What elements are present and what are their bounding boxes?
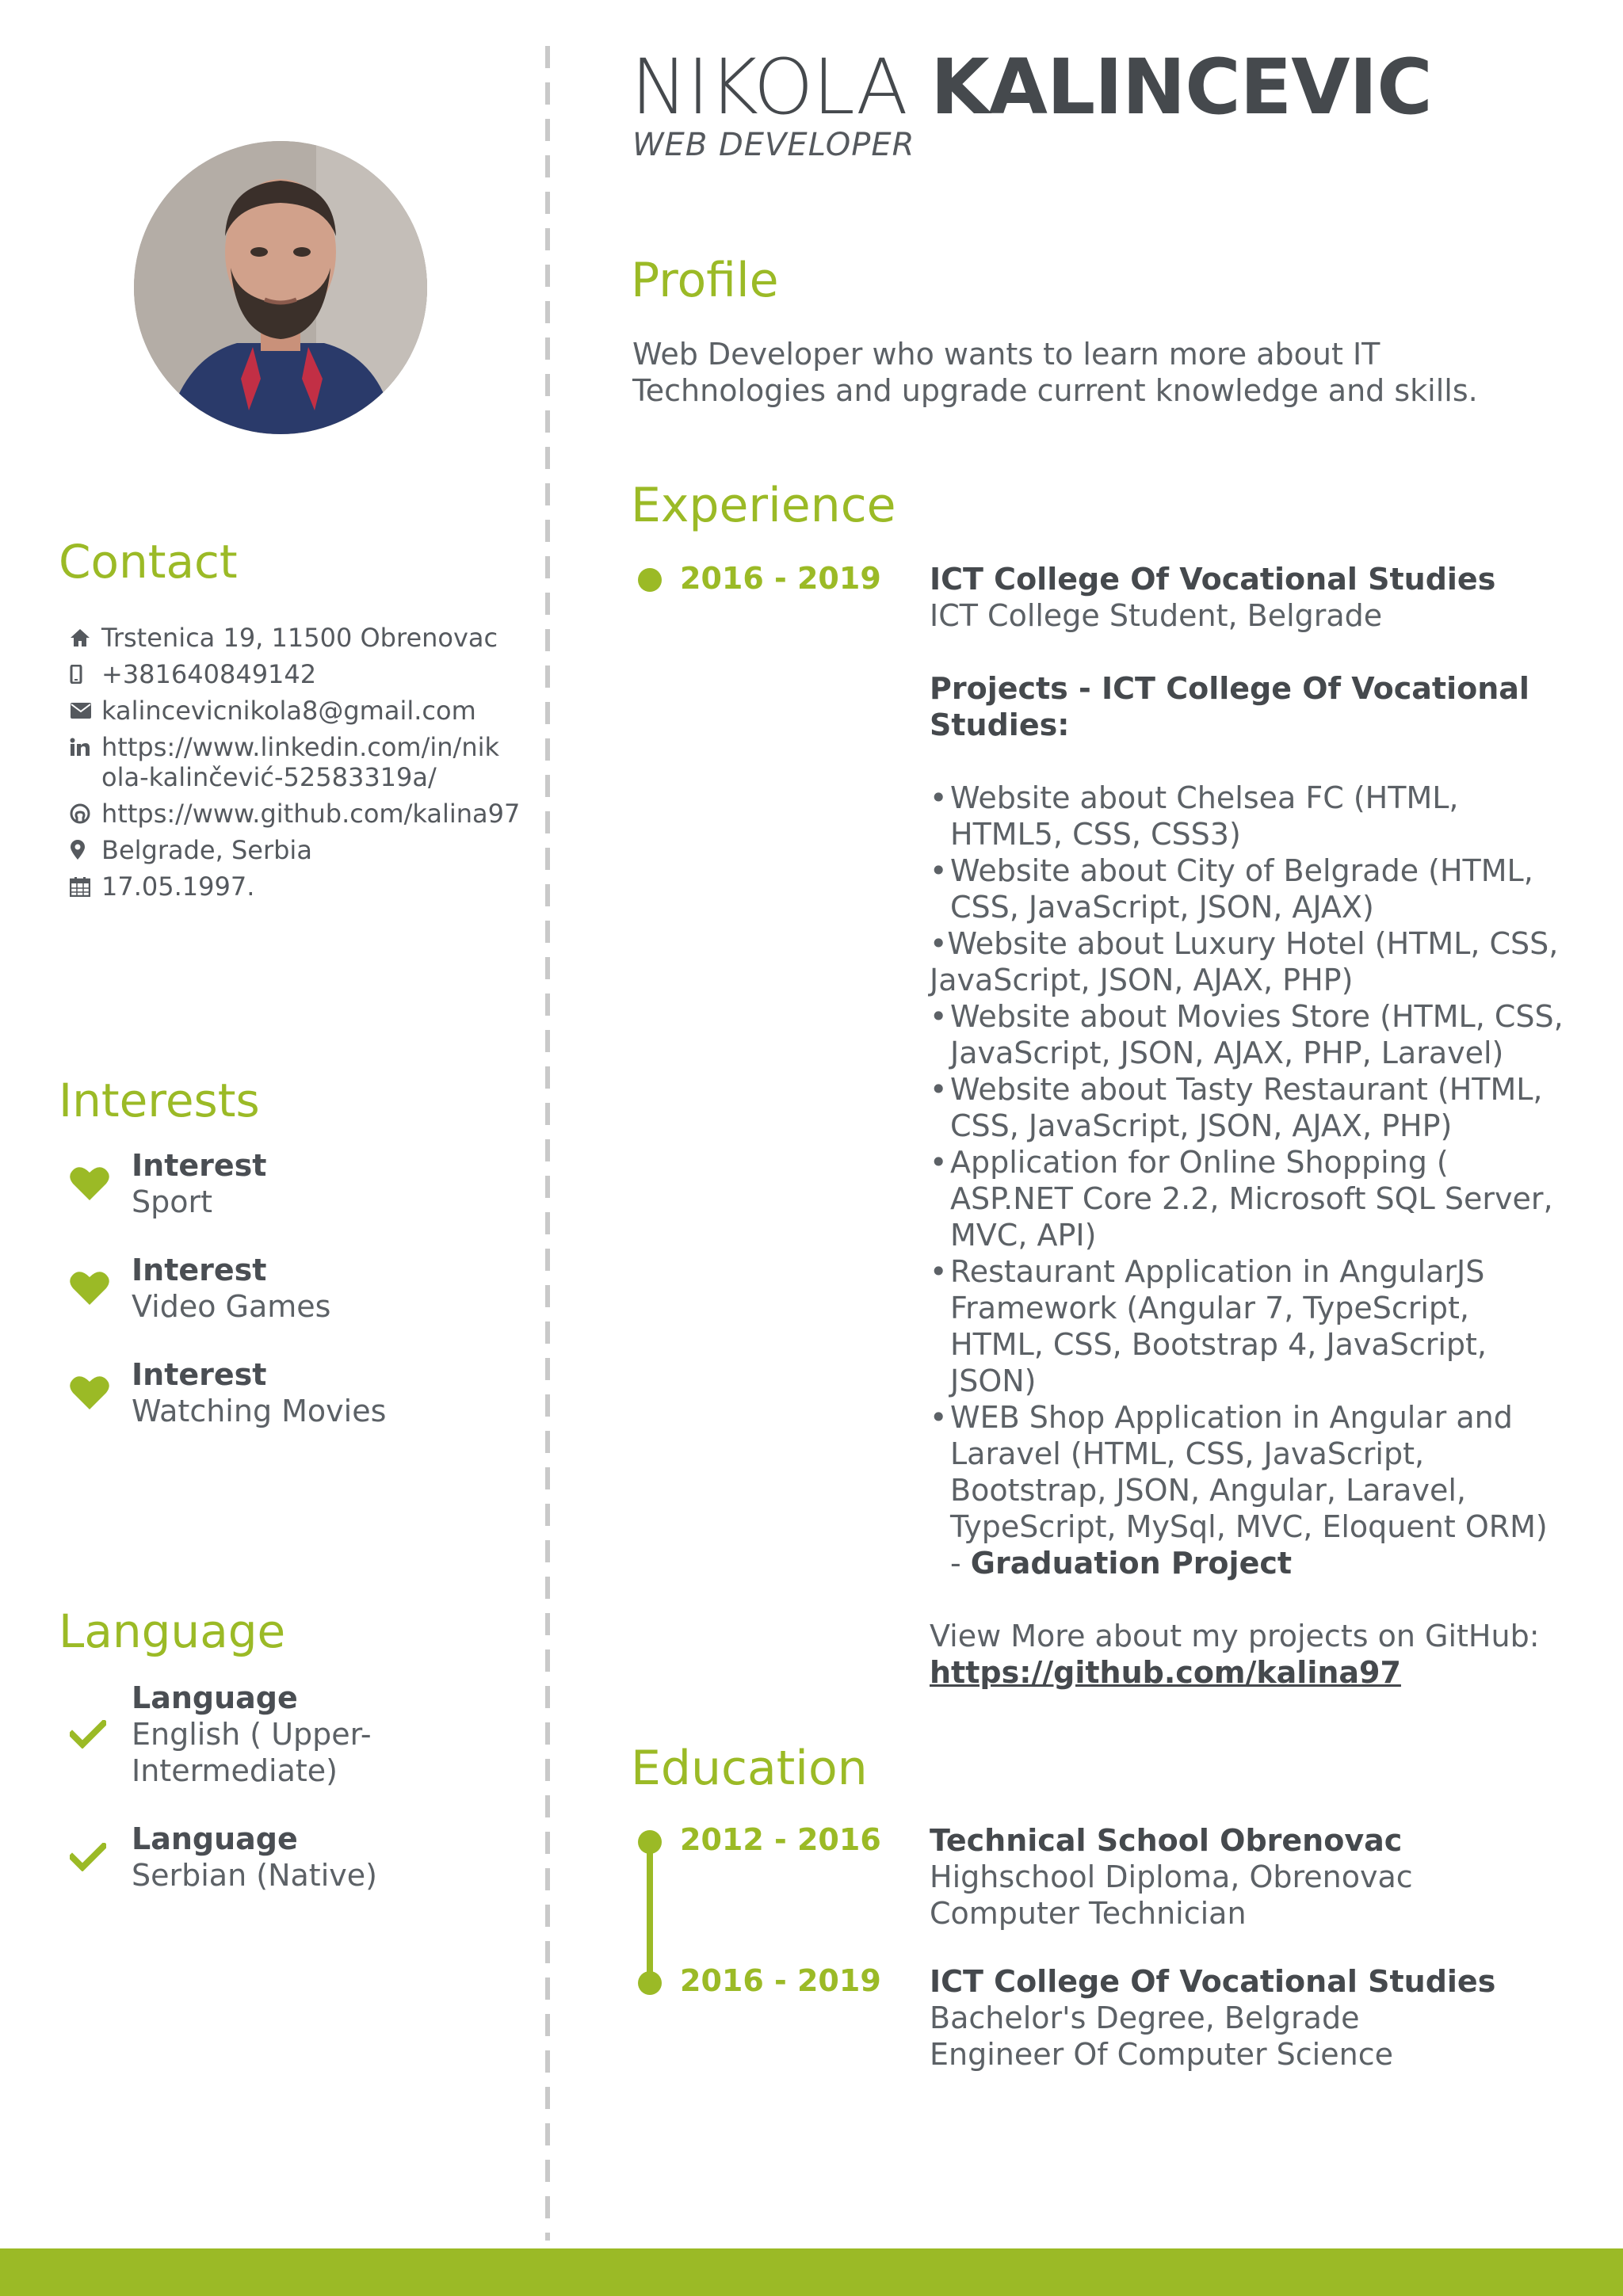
column-divider [545, 46, 550, 2241]
envelope-icon [70, 692, 101, 729]
job-title: WEB DEVELOPER [632, 127, 915, 163]
interest-title: Interest [132, 1357, 267, 1392]
linkedin-icon [70, 729, 101, 765]
project-item: • Website about Movies Store (HTML, CSS, JavaScript, JSON, AJAX, PHP, Laravel) [930, 998, 1564, 1071]
language-title: Language [132, 1821, 298, 1856]
github-more-text: View More about my projects on GitHub: [930, 1619, 1540, 1653]
projects-list [930, 780, 1564, 1581]
experience-organization: ICT College Of Vocational Studies [930, 562, 1496, 597]
profile-photo-illustration [134, 141, 427, 434]
contact-github[interactable]: https://www.github.com/kalina97 [70, 795, 514, 832]
project-item: • Website about Tasty Restaurant (HTML, CSS, JavaScript, JSON, AJAX, PHP) [930, 1071, 1564, 1144]
home-icon [70, 620, 101, 656]
contact-heading: Contact [59, 535, 238, 589]
experience-subtitle: ICT College Student, Belgrade [930, 598, 1383, 633]
contact-linkedin[interactable]: https://www.linkedin.com/in/nikola-kalinčević-52583319a/ [70, 729, 514, 795]
language-item [70, 1821, 377, 1894]
contact-location: Belgrade, Serbia [70, 832, 514, 868]
education-timeline-line [647, 1840, 653, 1982]
project-item: • Website about Chelsea FC (HTML, HTML5, CSS, CSS3) [930, 780, 1564, 852]
education-degree: Highschool Diploma, Obrenovac [930, 1859, 1413, 1894]
check-icon [70, 1680, 132, 1789]
projects-heading: Projects - ICT College Of Vocational Studies: [930, 671, 1529, 742]
interest-title: Interest [132, 1148, 267, 1183]
experience-entry [930, 561, 1564, 1691]
interest-item [70, 1147, 266, 1220]
education-period: 2016 - 2019 [680, 1963, 881, 1998]
project-item: • Restaurant Application in AngularJS Framework (Angular 7, TypeScript, HTML, CSS, Bootstrap 4, JavaScript, JSON) [930, 1253, 1564, 1399]
footer-bar [0, 2248, 1623, 2296]
education-school: ICT College Of Vocational Studies [930, 1964, 1496, 1999]
education-field: Computer Technician [930, 1896, 1247, 1931]
language-value-continued: Intermediate) [132, 1753, 338, 1788]
interest-item [70, 1356, 386, 1429]
spacer [930, 634, 1564, 670]
timeline-dot [638, 1830, 662, 1854]
education-field: Engineer Of Computer Science [930, 2037, 1393, 2072]
github-icon [70, 795, 101, 832]
education-school: Technical School Obrenovac [930, 1823, 1403, 1858]
language-heading: Language [59, 1604, 286, 1658]
mobile-icon [70, 656, 101, 692]
contact-phone: +381640849142 [70, 656, 514, 692]
language-item [70, 1680, 372, 1789]
check-icon [70, 1821, 132, 1894]
profile-photo [134, 141, 427, 434]
experience-period: 2016 - 2019 [680, 561, 881, 596]
github-link[interactable]: https://github.com/kalina97 [930, 1655, 1401, 1690]
project-item: •Website about Luxury Hotel (HTML, CSS, JavaScript, JSON, AJAX, PHP) [930, 926, 1559, 997]
contact-list [70, 620, 521, 905]
spacer [930, 1581, 1564, 1618]
project-item: • Application for Online Shopping ( ASP.NET Core 2.2, Microsoft SQL Server, MVC, API) [930, 1144, 1564, 1253]
interest-value: Video Games [132, 1289, 331, 1324]
education-entry [930, 1822, 1564, 1932]
full-name [631, 43, 1432, 132]
education-entry [930, 1963, 1564, 2073]
language-title: Language [132, 1680, 298, 1715]
spacer [930, 743, 1564, 780]
project-item-text: WEB Shop Application in Angular and Laravel (HTML, CSS, JavaScript, Bootstrap, JSON, Angular, Laravel, TypeScript, MySql, MVC, Eloquent ORM) - [950, 1400, 1548, 1581]
graduation-label: Graduation Project [970, 1546, 1293, 1581]
language-value: Serbian (Native) [132, 1858, 377, 1893]
calendar-icon [70, 868, 101, 905]
education-degree: Bachelor's Degree, Belgrade [930, 2000, 1360, 2035]
interest-value: Sport [132, 1184, 213, 1219]
map-marker-icon [70, 832, 101, 868]
language-value: English ( Upper- [132, 1717, 372, 1752]
heart-icon [70, 1252, 132, 1325]
project-item: • Website about City of Belgrade (HTML, CSS, JavaScript, JSON, AJAX) [930, 852, 1564, 925]
timeline-dot [638, 1971, 662, 1995]
project-item [930, 1399, 1564, 1581]
profile-text: Web Developer who wants to learn more about IT Technologies and upgrade current knowledge and skills. [632, 337, 1478, 408]
interest-value: Watching Movies [132, 1394, 387, 1428]
interest-item [70, 1252, 330, 1325]
education-period: 2012 - 2016 [680, 1822, 881, 1857]
last-name: KALINCEVIC [930, 43, 1432, 132]
heart-icon [70, 1147, 132, 1220]
timeline-dot [638, 568, 662, 592]
profile-heading: Profile [631, 253, 779, 308]
contact-birthdate: 17.05.1997. [70, 868, 514, 905]
interest-title: Interest [132, 1253, 267, 1287]
experience-heading: Experience [631, 478, 896, 533]
contact-address: Trstenica 19, 11500 Obrenovac [70, 620, 514, 656]
heart-icon [70, 1356, 132, 1429]
interests-heading: Interests [59, 1074, 260, 1127]
contact-email[interactable]: kalincevicnikola8@gmail.com [70, 692, 514, 729]
first-name: NIKOLA [631, 43, 907, 132]
education-heading: Education [631, 1741, 868, 1796]
